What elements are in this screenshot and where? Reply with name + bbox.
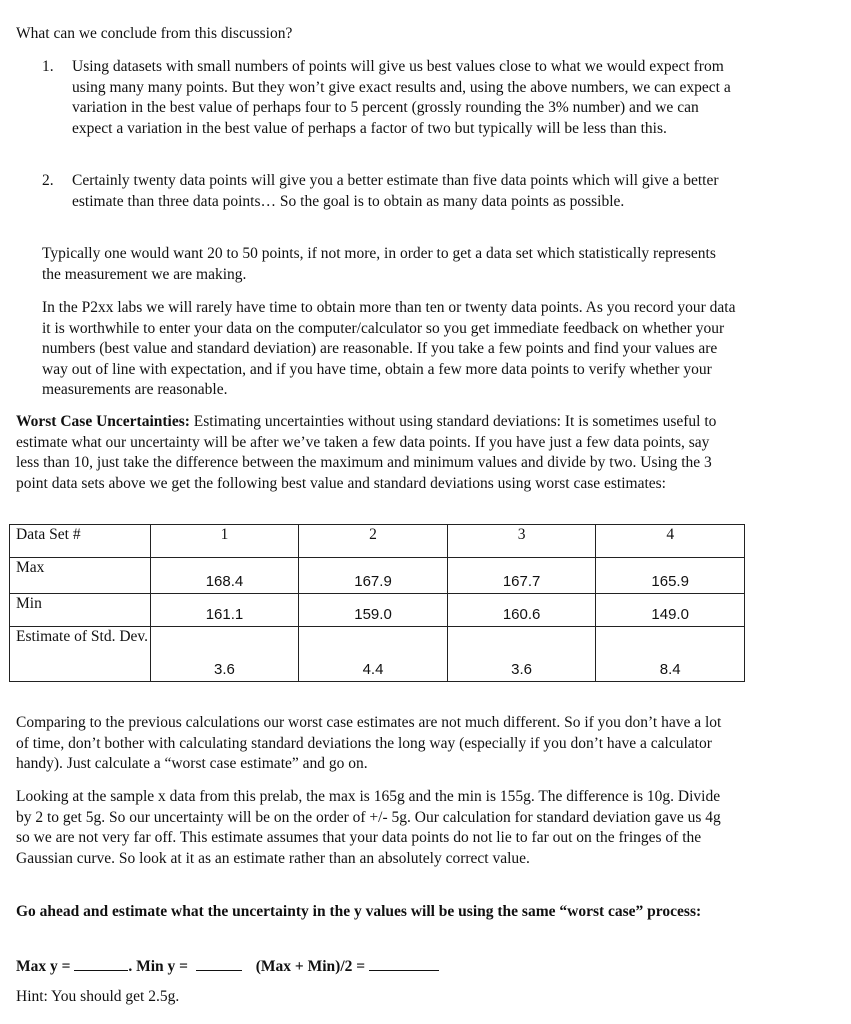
row-label: Estimate of Std. Dev. <box>10 627 151 682</box>
table-cell: 149.0 <box>596 594 745 627</box>
sample-data-paragraph: Looking at the sample x data from this prelab, the max is 165g and the min is 155g. The difference is 10g. Divide by 2 to get 5g. So our uncertainty will be on the order of +/- 5g. Our calculation for standard deviation gave us 4g so we are not very far off. This estimate assumes that your data points do not lie to far out on the fringes of the Gaussian curve. So look at it as an estimate rather than an absolutely correct value. <box>16 788 721 867</box>
table-header-label: Data Set # <box>10 525 151 558</box>
table-header-cell: 4 <box>596 525 745 558</box>
list-text: Certainly twenty data points will give you a better estimate than five data points which will give a better estimate than three data points… So the goal is to obtain as many data points as possible. <box>72 172 719 210</box>
row-label: Max <box>10 558 151 594</box>
table-cell: 4.4 <box>299 627 448 682</box>
average-blank[interactable] <box>369 956 439 971</box>
table-cell: 168.4 <box>150 558 299 594</box>
list-item <box>42 57 742 139</box>
worst-case-paragraph <box>16 412 736 494</box>
list-number: 1. <box>42 58 54 75</box>
cut-off-line <box>16 1016 716 1024</box>
table-header-row <box>10 525 745 558</box>
conclusion-list-1 <box>42 57 742 139</box>
table-header-cell: 1 <box>150 525 299 558</box>
min-y-label: . Min y = <box>128 958 188 975</box>
fill-in-line <box>16 956 439 978</box>
table-cell: 3.6 <box>150 627 299 682</box>
table-cell: 160.6 <box>447 594 596 627</box>
exercise-prompt: Go ahead and estimate what the uncertainty in the y values will be using the same “worst case” process: <box>16 903 702 920</box>
table-header-cell: 2 <box>299 525 448 558</box>
worst-case-body: Estimating uncertainties without using standard deviations: It is sometimes useful to estimate what our uncertainty will be after we’ve taken a few data points. If you have just a few data points, say less than 10, just take the difference between the maximum and minimum values and divide by two. Using the 3 point data sets above we get the following best value and standard deviations using worst case estimates: <box>16 413 717 492</box>
table-row <box>10 627 745 682</box>
comparing-paragraph: Comparing to the previous calculations our worst case estimates are not much different. So if you don’t have a lot of time, don’t bother with calculating standard deviations the long way (especially if you don’t have a calculator handy). Just calculate a “worst case estimate” and go on. <box>16 714 722 772</box>
table-cell: 8.4 <box>596 627 745 682</box>
p2xx-paragraph: In the P2xx labs we will rarely have time to obtain more than ten or twenty data points. As you record your data it is worthwhile to enter your data on the computer/calculator so you get immediate feedback on whether your numbers (best value and standard deviation) are reasonable. If you take a few points and find your values are way out of line with expectation, and if you have time, obtain a few more data points to verify whether your measurements are reasonable. <box>42 299 736 398</box>
conclusion-list-2 <box>42 171 742 212</box>
table-cell: 159.0 <box>299 594 448 627</box>
average-label: (Max + Min)/2 = <box>255 958 366 975</box>
hint-text: Hint: You should get 2.5g. <box>16 988 180 1005</box>
list-number: 2. <box>42 172 54 189</box>
list-item <box>42 171 742 212</box>
typically-paragraph: Typically one would want 20 to 50 points, if not more, in order to get a data set which statistically represents the measurement we are making. <box>42 245 716 283</box>
table-cell: 161.1 <box>150 594 299 627</box>
intro-question: What can we conclude from this discussion? <box>16 25 293 42</box>
row-label: Min <box>10 594 151 627</box>
table-header-cell: 3 <box>447 525 596 558</box>
worst-case-table <box>9 524 745 682</box>
table-row <box>10 594 745 627</box>
max-y-blank[interactable] <box>74 956 128 971</box>
worst-case-heading: Worst Case Uncertainties: <box>16 413 190 430</box>
table-cell: 165.9 <box>596 558 745 594</box>
table-cell: 3.6 <box>447 627 596 682</box>
max-y-label: Max y = <box>16 958 71 975</box>
table-row <box>10 558 745 594</box>
table-cell: 167.9 <box>299 558 448 594</box>
list-text: Using datasets with small numbers of points will give us best values close to what we would expect from using many many points. But they won’t give exact results and, using the above numbers, we can expect a variation in the best value of perhaps four to 5 percent (grossly rounding the 3% number) and we can expect a variation in the best value of perhaps a factor of two but typically will be less than this. <box>72 58 731 137</box>
min-y-blank[interactable] <box>196 956 242 971</box>
table-cell: 167.7 <box>447 558 596 594</box>
